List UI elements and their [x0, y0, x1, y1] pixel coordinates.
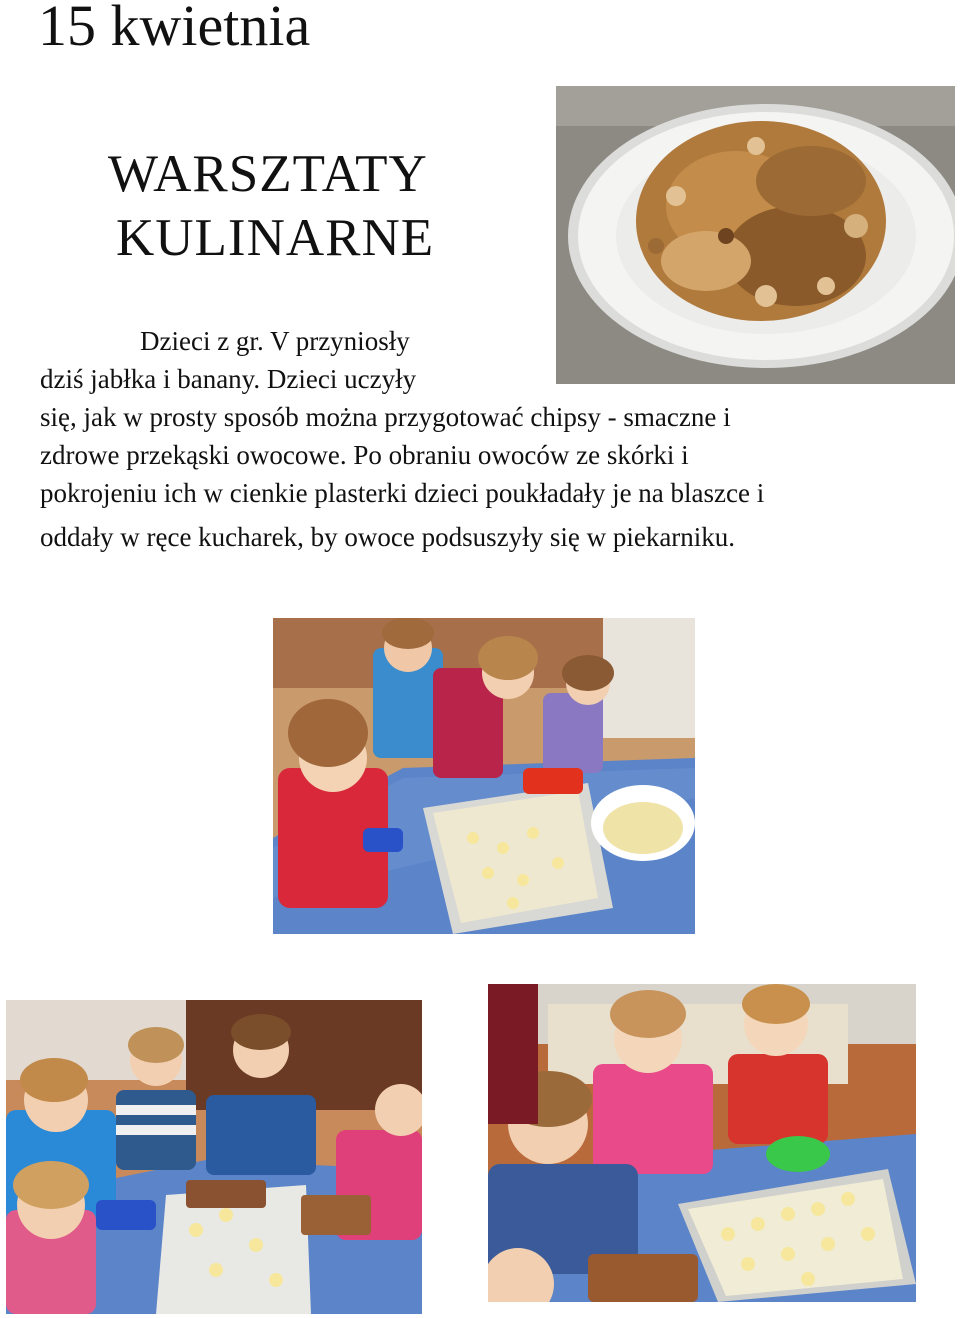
text-line: zdrowe przekąski owocowe. Po obraniu owoców ze skórki i [40, 440, 689, 470]
text-line: Dzieci z gr. V przyniosły [140, 326, 410, 356]
text-line: dziś jabłka i banany. Dzieci uczyły [40, 364, 417, 394]
photo-apple-chips [556, 86, 955, 384]
photo-boys-arranging [6, 1000, 422, 1314]
photo-children-banana-slices [488, 984, 916, 1302]
text-line: się, jak w prosty sposób można przygotować chipsy - smaczne i [40, 402, 731, 432]
text-line: pokrojeniu ich w cienkie plasterki dzieci poukładały je na blaszce i [40, 478, 765, 508]
children-slicing-image [273, 618, 695, 934]
boys-arranging-image [6, 1000, 422, 1314]
text-line: oddały w ręce kucharek, by owoce podsuszyły się w piekarniku. [40, 522, 736, 552]
banana-slices-image [488, 984, 916, 1302]
title-line-1: WARSZTATY [108, 145, 428, 203]
title-line-2: KULINARNE [116, 209, 435, 267]
photo-children-slicing [273, 618, 695, 934]
page-title [108, 142, 434, 270]
apple-chips-image [556, 86, 955, 384]
page-date: 15 kwietnia [38, 0, 311, 58]
